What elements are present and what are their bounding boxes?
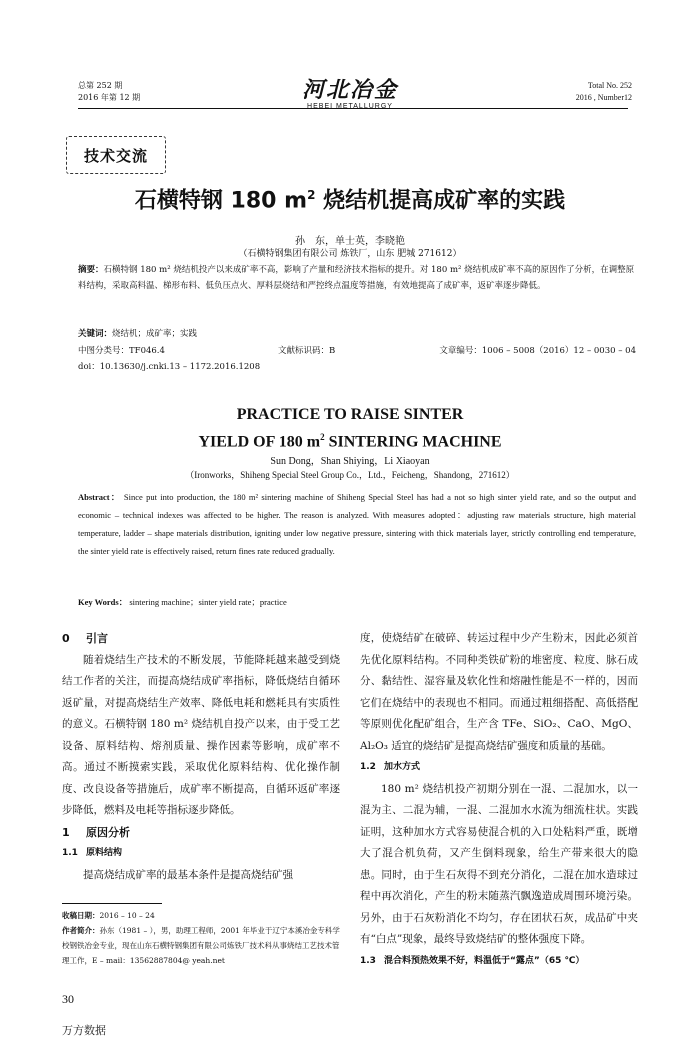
abstract-cn-text: 石横特钢 180 m² 烧结机投产以来成矿率不高，影响了产量和经济技术指标的提升。对 180 m² 烧结机成矿率不高的原因作了分析，在调整原料结构，采取高料温、梯形布料、低负压点火、厚料层烧结和严控终点温度等措施，有效地提高了成矿率，返矿率逐步降低。 [78,265,635,291]
subsection-heading: 1.2 加水方式 [360,762,421,772]
subsection-heading: 1.3 混合料预热效果不好，料温低于“露点”（65 ℃） [360,955,585,966]
journal-name-en: HEBEI METALLURGY [307,103,393,110]
title-en-line2: YIELD OF 180 $m^2$ SINTERING MACHINE [198,432,502,451]
title-cn: 石横特钢 180 $m^2$ 烧结机提高成矿率的实践 [134,188,566,214]
journal-masthead [270,78,430,112]
section-heading: 1 原因分析 [62,825,130,839]
abstract-cn [78,262,636,294]
title-en-line1: PRACTICE TO RAISE SINTER [236,406,464,423]
paragraph: 提高烧结成矿率的最基本条件是提高烧结矿强 [83,868,293,881]
total-no-en: Total No. 252 [587,81,632,90]
keywords-cn [78,326,636,342]
section-label: 技术交流 [83,147,148,165]
section-heading: 0 引言 [62,632,108,645]
keywords-cn-label: 关键词： [78,329,113,339]
paragraph: 180 m² 烧结机投产初期分别在一混、二混加水，以一混为主、二混为辅，一混、二混加水水流为细流柱状。实践证明，这种加水方式容易使混合机的入口处粘料严重，既增大了混合机负荷，又产生倒料现象，给生产带来很大的隐患。同时，由于生石灰得不到充分消化，二混在加水造球过程中再次消化，产生的粉末随蒸汽飘逸造成周围环境污染。另外，由于石灰粉消化不均匀，存在团状石灰，成品矿中夹有“白点”现象，最终导致烧结矿的整体强度下降。 [360,782,638,945]
authors-cn: 孙 东，单士英，李晓艳 [295,236,405,247]
header-issue-cn [78,80,140,104]
authors-en: Sun Dong，Shan Shiying，Li Xiaoyan [270,456,430,467]
watermark: 万方数据 [62,1024,106,1037]
subsection-heading: 1.1 原料结构 [62,848,123,858]
document-code: 文献标识码：B [278,346,336,356]
affiliation-cn: （石横特钢集团有限公司 炼铁厂，山东 肥城 271612） [238,249,462,259]
header-issue-en [576,80,632,104]
received-date: 收稿日期：2016 – 10 – 24 [62,911,155,920]
journal-logo: 河北冶金 [301,77,398,103]
keywords-cn-text: 烧结机；成矿率；实践 [112,329,198,339]
keywords-en [78,596,636,608]
author-bio: 作者简介：孙东（1981 – ），男，助理工程师，2001 年毕业于辽宁本溪冶金专科学校钢铁冶金专业，现在山东石横特钢集团有限公司炼铁厂技术科从事烧结工艺技术管理工作，E – mail：13562887804@ yeah.net [62,926,340,965]
keywords-en-text: sintering machine；sinter yield rate；practice [129,597,287,607]
issue-year-cn: 2016 年第 12 期 [78,93,141,102]
affiliation-en: （Ironworks，Shiheng Special Steel Group Co.，Ltd.，Feicheng，Shandong，271612） [185,470,515,480]
body-left-column [62,628,340,886]
doi: doi：10.13630/j.cnki.13 – 1172.2016.1208 [78,362,261,372]
abstract-en [78,488,636,560]
footnote [62,908,340,968]
year-number-en: 2016 , Number12 [575,93,632,102]
issue-total-cn: 总第 252 期 [78,81,123,90]
abstract-cn-label: 摘要： [78,265,104,275]
body-right-column [360,628,638,972]
footnote-rule [62,903,162,904]
title-en [0,404,700,453]
article-number: 文章编号：1006 – 5008（2016）12 – 0030 – 04 [439,346,636,356]
paragraph-continued: 度，使烧结矿在破碎、转运过程中少产生粉末，因此必须首先优化原料结构。不同种类铁矿粉的堆密度、粒度、脉石成分、黏结性、湿容量及软化性和熔融性能是不一样的，因而它们在烧结中的表现也不相同。而通过粗细搭配、高低搭配等原则优化配矿组合，生产含 TFe、SiO₂、CaO、MgO、Al₂O₃ 适宜的烧结矿是提高烧结矿强度和质量的基础。 [360,632,638,752]
abstract-en-label: Abstract： [78,492,121,502]
header-rule [78,108,628,109]
clc-number: 中图分类号：TF046.4 [78,346,165,356]
paragraph: 随着烧结生产技术的不断发展，节能降耗越来越受到烧结工作者的关注，而提高烧结成矿率指标，降低烧结自循环返矿量，对提高烧结生产效率、降低电耗和燃耗具有实质性的意义。石横特钢 180 m² 烧结机自投产以来，由于受工艺设备、原料结构、熔剂质量、操作因素等影响，成矿率不高。通过不断摸索实践，采取优化原料结构、优化操作制度、改良设备等措施后，成矿率不断提高，自循环返矿率逐步降低，燃料及电耗等指标逐步降低。 [62,653,340,816]
page-number: 30 [62,992,74,1006]
abstract-en-text: Since put into production, the 180 m² sintering machine of Shiheng Special Steel has had a not so high sinter yield rate, and so the output and economic – technical indexes was affected to be higher. The reason is analyzed. With measures adopted：adjusting raw materials structure, high material temperature, ladder – shape materials distribution, igniting under low negative pressure, sintering with thick materials layer, strictly controlling end temperature, the sinter yield rate is effectively raised, return fines rate reduced gradually. [78,492,637,556]
keywords-en-label: Key Words： [78,597,128,607]
section-label-box [66,136,166,174]
